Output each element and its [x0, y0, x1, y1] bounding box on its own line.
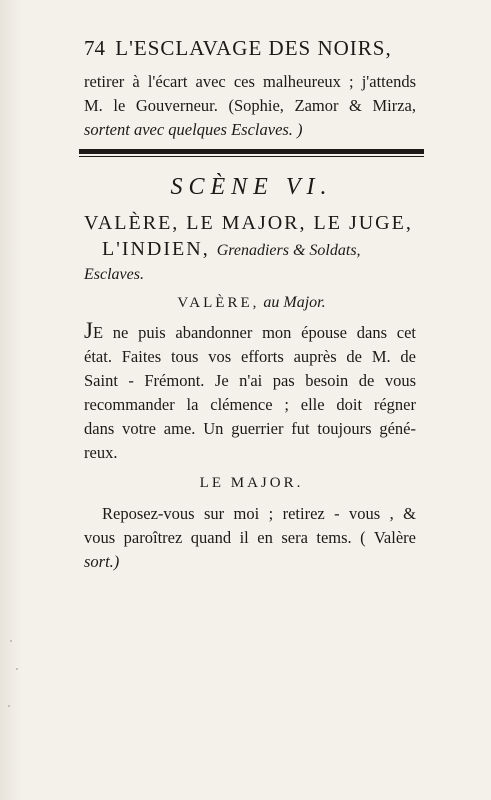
cast-extras: Esclaves.: [84, 266, 144, 283]
cast-names: L'INDIEN,: [102, 238, 210, 260]
carryover-line: retirer à l'écart avec ces malheureux ; j'attends: [84, 72, 416, 91]
cast-extras: Grenadiers & Soldats,: [216, 242, 361, 259]
paper-speck: [8, 705, 10, 707]
section-rule-thin: [79, 156, 424, 157]
speech-line: JE ne puis abandonner mon épouse dans cet: [84, 318, 416, 343]
drop-cap: J: [84, 318, 93, 343]
page-number: 74: [84, 36, 105, 60]
cast-line: [102, 238, 434, 261]
stage-direction: au Major.: [263, 294, 326, 311]
speech-line: vous paroîtrez quand il en sera tems. ( Valère: [84, 528, 416, 547]
speech-line: dans votre ame. Un guerrier fut toujours géné-: [84, 419, 416, 438]
speech-line: Reposez-vous sur moi ; retirez - vous , &: [102, 504, 416, 523]
speech-line: reux.: [84, 443, 118, 462]
speech-line: Saint - Frémont. Je n'ai pas besoin de vous: [84, 371, 416, 390]
page-gutter-shadow: [0, 0, 22, 800]
speech-line: sort.): [84, 552, 120, 571]
paper-speck: [10, 640, 12, 642]
cast-line: [84, 262, 416, 285]
running-head: [84, 36, 414, 61]
speech-line: recommander la clémence ; elle doit régner: [84, 395, 416, 414]
speech-line: état. Faites tous vos efforts auprès de M. de: [84, 347, 416, 366]
speaker-name: VALÈRE,: [177, 295, 260, 311]
running-title: L'ESCLAVAGE DES NOIRS,: [115, 36, 392, 60]
scene-heading: SCÈNE VI.: [170, 174, 333, 200]
paper-speck: [16, 668, 18, 670]
speaker-heading: [79, 474, 424, 492]
speaker-heading: [79, 294, 424, 312]
cast-line: VALÈRE, LE MAJOR, LE JUGE,: [84, 212, 413, 234]
carryover-line: sortent avec quelques Esclaves. ): [84, 120, 303, 139]
section-rule-thick: [79, 149, 424, 154]
speaker-name: LE MAJOR.: [199, 475, 304, 491]
carryover-line: M. le Gouverneur. (Sophie, Zamor & Mirza,: [84, 96, 416, 115]
